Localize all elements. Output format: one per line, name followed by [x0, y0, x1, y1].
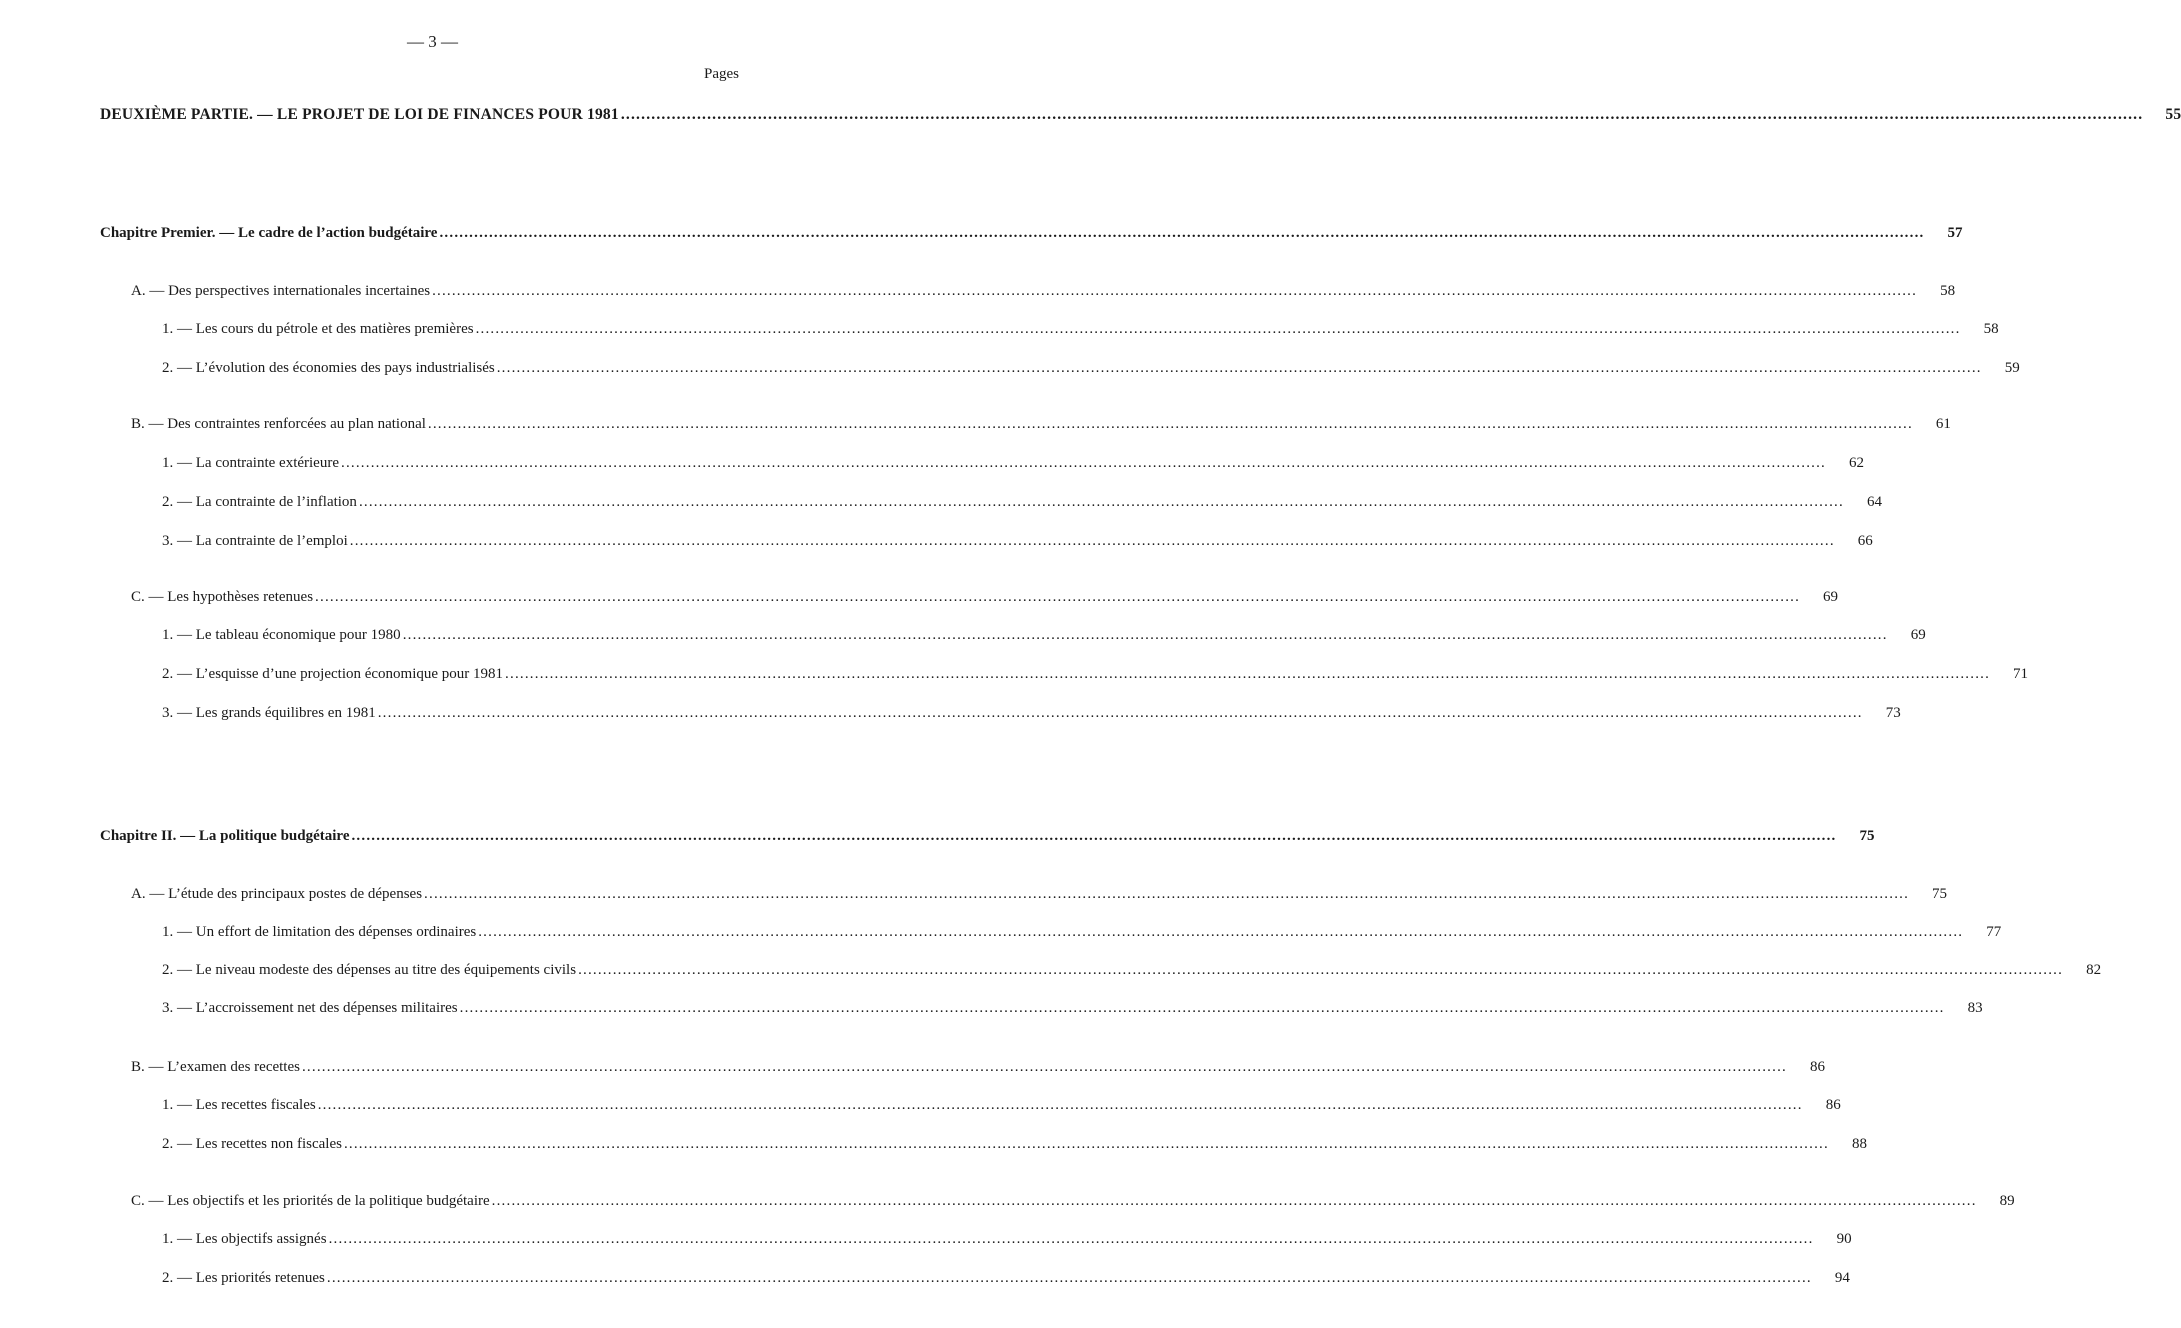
toc-entry-subsection: [162, 530, 1873, 552]
toc-entry-chapter: [100, 222, 1963, 244]
toc-entry-part: [100, 104, 2181, 126]
leader-dots: ............................................................................................................................................................................................................................................................................................................: [491, 1193, 1977, 1209]
leader-dots: ............................................................................................................................................................................................................................................................................................................: [343, 1136, 1829, 1152]
toc-entry-section: [131, 1056, 1825, 1078]
toc-entry-title: 3. — Les grands équilibres en 1981: [162, 705, 376, 721]
toc-entry-subsection: [162, 1267, 1850, 1289]
toc-entry-subsection: [162, 921, 2002, 943]
leader-dots: ............................................................................................................................................................................................................................................................................................................: [328, 1231, 1814, 1247]
toc-entry-section: [131, 1190, 2015, 1212]
toc-entry-page: 66: [1857, 533, 1873, 549]
leader-dots: ............................................................................................................................................................................................................................................................................................................: [341, 455, 1826, 471]
toc-entry-title: 1. — Les recettes fiscales: [162, 1097, 316, 1113]
leader-dots: ............................................................................................................................................................................................................................................................................................................: [349, 533, 1835, 549]
leader-dots: ............................................................................................................................................................................................................................................................................................................: [402, 627, 1888, 643]
toc-entry-section: [131, 586, 1839, 608]
leader-dots: ............................................................................................................................................................................................................................................................................................................: [424, 886, 1910, 902]
leader-dots: ............................................................................................................................................................................................................................................................................................................: [578, 962, 2064, 978]
toc-entry-subsection: [162, 318, 1999, 340]
leader-dots: ............................................................................................................................................................................................................................................................................................................: [459, 1000, 1945, 1016]
toc-entry-title: 1. — Un effort de limitation des dépenses ordinaires: [162, 924, 477, 940]
toc-entry-page: 69: [1910, 627, 1926, 643]
toc-entry-page: 71: [2013, 666, 2029, 682]
toc-entry-title: 1. — Les objectifs assignés: [162, 1231, 327, 1247]
toc-entry-page: 86: [1825, 1097, 1841, 1113]
leader-dots: ............................................................................................................................................................................................................................................................................................................: [315, 589, 1801, 605]
toc-entry-title: 1. — Les cours du pétrole et des matières premières: [162, 321, 474, 337]
toc-entry-page: 62: [1849, 455, 1864, 471]
pages-column-label: Pages: [704, 66, 739, 82]
leader-dots: ............................................................................................................................................................................................................................................................................................................: [351, 828, 1837, 844]
toc-entry-title: 2. — L’esquisse d’une projection économique pour 1981: [162, 666, 504, 682]
toc-entry-subsection: [162, 959, 2102, 981]
toc-entry-subsection: [162, 702, 1901, 724]
toc-entry-page: 94: [1834, 1270, 1850, 1286]
toc-entry-page: 58: [1940, 283, 1956, 299]
toc-entry-page: 64: [1866, 494, 1882, 510]
toc-entry-section: [131, 883, 1948, 905]
toc-entry-subsection: [162, 491, 1882, 513]
toc-entry-page: 86: [1809, 1059, 1825, 1075]
toc-entry-page: 75: [1859, 828, 1875, 844]
toc-entry-title: A. — L’étude des principaux postes de dépenses: [131, 886, 423, 902]
toc-entry-page: 58: [1983, 321, 1999, 337]
toc-entry-page: 69: [1823, 589, 1839, 605]
page-number: — 3 —: [407, 32, 458, 51]
toc-entry-page: 75: [1932, 886, 1948, 902]
leader-dots: ............................................................................................................................................................................................................................................................................................................: [377, 705, 1863, 721]
toc-entry-page: 90: [1836, 1231, 1852, 1247]
toc-entry-subsection: [162, 1228, 1852, 1250]
toc-entry-title: 1. — La contrainte extérieure: [162, 455, 339, 471]
leader-dots: ............................................................................................................................................................................................................................................................................................................: [475, 321, 1961, 337]
toc-entry-section: [131, 280, 1956, 302]
leader-dots: ............................................................................................................................................................................................................................................................................................................: [301, 1059, 1787, 1075]
toc-entry-subsection: [162, 357, 2020, 379]
toc-entry-title: B. — Des contraintes renforcées au plan national: [131, 416, 426, 432]
toc-entry-page: 59: [2004, 360, 2020, 376]
toc-entry-page: 73: [1885, 705, 1901, 721]
leader-dots: ............................................................................................................................................................................................................................................................................................................: [317, 1097, 1803, 1113]
toc-entry-title: 3. — La contrainte de l’emploi: [162, 533, 348, 549]
toc-entry-page: 88: [1851, 1136, 1867, 1152]
leader-dots: ............................................................................................................................................................................................................................................................................................................: [478, 924, 1964, 940]
toc-entry-title: 2. — Les recettes non fiscales: [162, 1136, 342, 1152]
toc-entry-title: A. — Des perspectives internationales incertaines: [131, 283, 431, 299]
toc-entry-page: 61: [1935, 416, 1951, 432]
toc-entry-page: 82: [2086, 962, 2102, 978]
leader-dots: ............................................................................................................................................................................................................................................................................................................: [439, 225, 1925, 241]
toc-entry-subsection: [162, 1133, 1867, 1155]
toc-entry-title: 1. — Le tableau économique pour 1980: [162, 627, 401, 643]
toc-entry-title: C. — Les objectifs et les priorités de la politique budgétaire: [131, 1193, 490, 1209]
toc-entry-section: [131, 413, 1951, 435]
toc-entry-subsection: [162, 624, 1926, 646]
toc-entry-title: 2. — Le niveau modeste des dépenses au titre des équipements civils: [162, 962, 577, 978]
toc-entry-subsection: [162, 997, 1983, 1019]
toc-entry-title: Chapitre II. — La politique budgétaire: [100, 828, 350, 844]
toc-entry-page: 77: [1986, 924, 2002, 940]
toc-entry-subsection: [162, 663, 2029, 685]
leader-dots: ............................................................................................................................................................................................................................................................................................................: [358, 494, 1844, 510]
leader-dots: ............................................................................................................................................................................................................................................................................................................: [427, 416, 1913, 432]
toc-entry-title: B. — L’examen des recettes: [131, 1059, 300, 1075]
leader-dots: ............................................................................................................................................................................................................................................................................................................: [505, 666, 1991, 682]
leader-dots: ............................................................................................................................................................................................................................................................................................................: [326, 1270, 1812, 1286]
toc-entry-page: 57: [1947, 225, 1963, 241]
toc-entry-page: 55: [2165, 106, 2181, 123]
toc-entry-subsection: [162, 452, 1864, 474]
leader-dots: ............................................................................................................................................................................................................................................................................................................: [496, 360, 1982, 376]
toc-entry-chapter: [100, 825, 1875, 847]
toc-entry-title: 2. — L’évolution des économies des pays industrialisés: [162, 360, 495, 376]
toc-entry-title: Chapitre Premier. — Le cadre de l’action budgétaire: [100, 225, 438, 241]
toc-entry-title: 2. — Les priorités retenues: [162, 1270, 325, 1286]
toc-entry-title: 3. — L’accroissement net des dépenses militaires: [162, 1000, 458, 1016]
toc-entry-title: C. — Les hypothèses retenues: [131, 589, 314, 605]
toc-entry-title: DEUXIÈME PARTIE. — LE PROJET DE LOI DE FINANCES POUR 1981: [100, 106, 619, 123]
toc-entry-page: 83: [1967, 1000, 1983, 1016]
leader-dots: ............................................................................................................................................................................................................................................................................................................: [432, 283, 1918, 299]
leader-dots: ............................................................................................................................................................................................................................................................................................................: [620, 106, 2144, 123]
toc-entry-subsection: [162, 1094, 1841, 1116]
toc-entry-page: 89: [1999, 1193, 2015, 1209]
toc-entry-title: 2. — La contrainte de l’inflation: [162, 494, 357, 510]
